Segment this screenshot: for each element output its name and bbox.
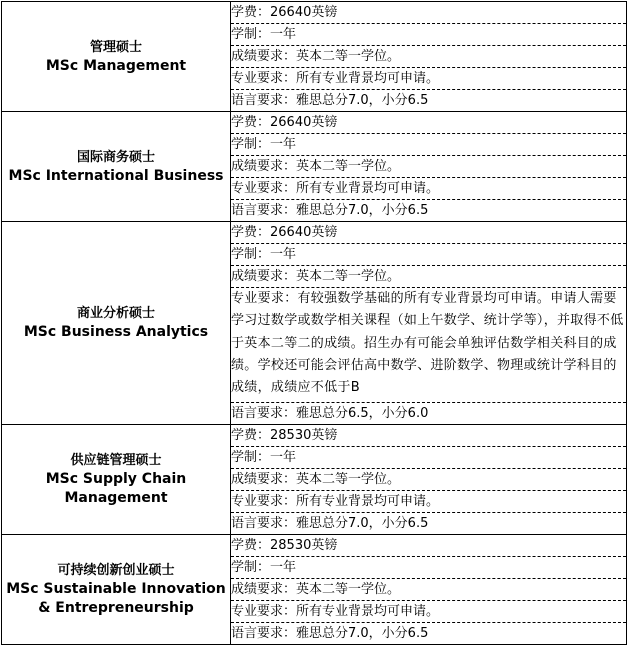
program-name-en: MSc International Business: [8, 167, 224, 184]
grade-requirement-cell: 成绩要求：英本二等一学位。: [231, 46, 627, 68]
program-name-en: MSc Business Analytics: [23, 324, 209, 340]
program-name-cell: [2, 222, 231, 425]
program-row: [2, 535, 627, 557]
duration-cell: 学制：一年: [231, 134, 627, 156]
grade-requirement-cell: 成绩要求：英本二等一学位。: [231, 469, 627, 491]
program-name-cell: [2, 425, 231, 535]
tuition-cell: 学费：26640英镑: [231, 112, 627, 134]
grade-requirement-cell: 成绩要求：英本二等一学位。: [231, 266, 627, 288]
grade-requirement-cell: 成绩要求：英本二等一学位。: [231, 579, 627, 601]
program-name-en: MSc Management: [45, 57, 187, 74]
program-name-cn: 供应链管理硕士: [70, 453, 162, 468]
program-row: [2, 222, 627, 244]
program-name-cell: [2, 2, 231, 112]
program-name-en: MSc Supply Chain Management: [45, 471, 187, 506]
language-requirement-cell: 语言要求：雅思总分7.0，小分6.5: [231, 513, 627, 535]
major-requirement-cell: 专业要求：所有专业背景均可申请。: [231, 178, 627, 200]
tuition-cell: 学费：28530英镑: [231, 425, 627, 447]
program-row: [2, 2, 627, 24]
language-requirement-cell: 语言要求：雅思总分7.0，小分6.5: [231, 200, 627, 222]
program-name-cn: 可持续创新创业硕士: [57, 563, 175, 578]
program-row: [2, 425, 627, 447]
language-requirement-cell: 语言要求：雅思总分7.0，小分6.5: [231, 623, 627, 645]
tuition-cell: 学费：26640英镑: [231, 2, 627, 24]
program-row: [2, 112, 627, 134]
language-requirement-cell: 语言要求：雅思总分7.0，小分6.5: [231, 90, 627, 112]
major-requirement-cell: 专业要求：所有专业背景均可申请。: [231, 491, 627, 513]
duration-cell: 学制：一年: [231, 447, 627, 469]
language-requirement-cell: 语言要求：雅思总分6.5，小分6.0: [231, 403, 627, 425]
program-name-cn: 商业分析硕士: [76, 306, 155, 321]
program-name-cn: 管理硕士: [89, 39, 142, 55]
grade-requirement-cell: 成绩要求：英本二等一学位。: [231, 156, 627, 178]
major-requirement-cell: 专业要求：所有专业背景均可申请。: [231, 68, 627, 90]
tuition-cell: 学费：28530英镑: [231, 535, 627, 557]
program-name-cn: 国际商务硕士: [76, 149, 155, 165]
duration-cell: 学制：一年: [231, 244, 627, 266]
program-name-cell: [2, 535, 231, 645]
major-requirement-cell: 专业要求：有较强数学基础的所有专业背景均可申请。申请人需要学习过数学或数学相关课程（如上午数学、统计学等），并取得不低于英本二等二的成绩。招生办有可能会单独评估数学相关科目的成绩。学校还可能会评估高中数学、进阶数学、物理或统计学科目的成绩，成绩应不低于B: [231, 288, 627, 403]
programs-table: [1, 1, 627, 645]
major-requirement-cell: 专业要求：所有专业背景均可申请。: [231, 601, 627, 623]
duration-cell: 学制：一年: [231, 557, 627, 579]
program-name-cell: [2, 112, 231, 222]
duration-cell: 学制：一年: [231, 24, 627, 46]
program-name-en: MSc Sustainable Innovation & Entrepreneurship: [6, 581, 226, 616]
tuition-cell: 学费：26640英镑: [231, 222, 627, 244]
